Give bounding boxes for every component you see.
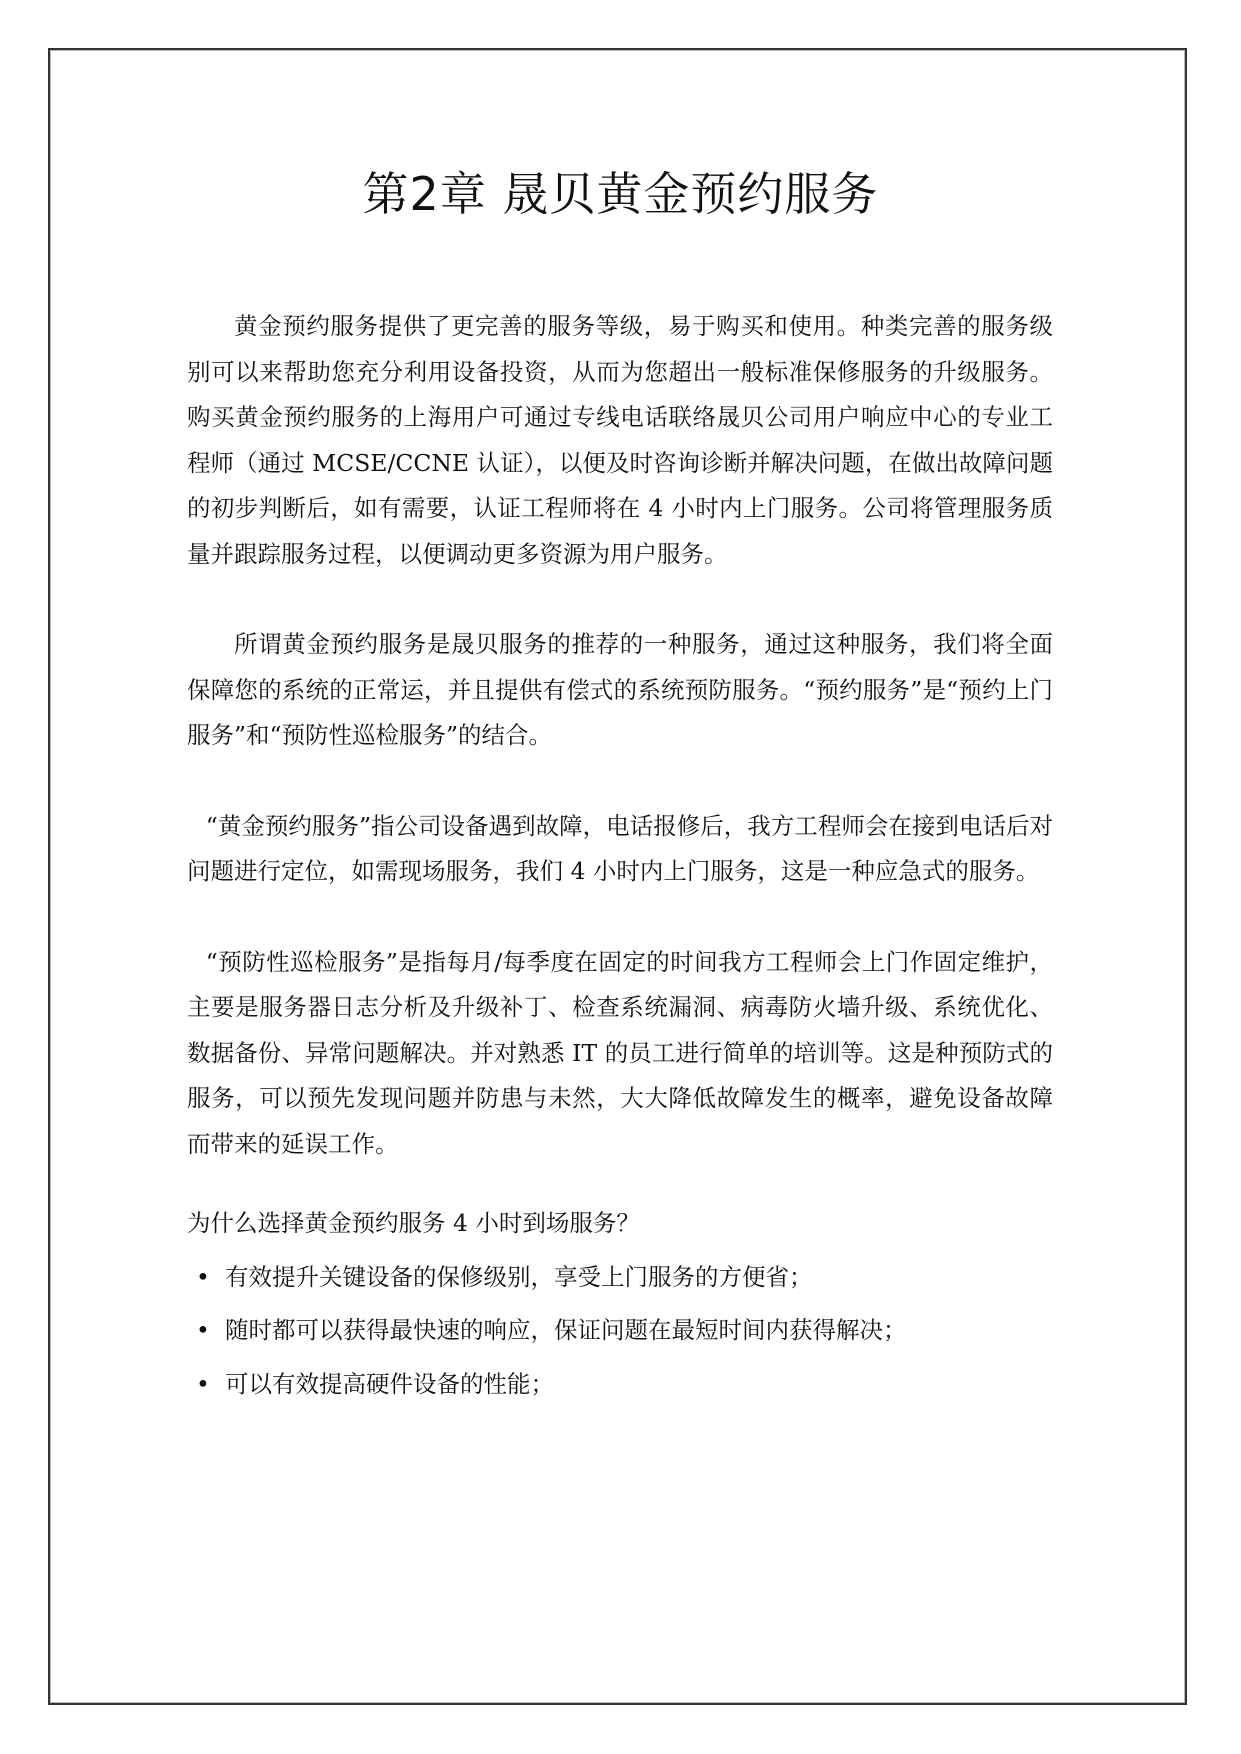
benefit-list — [187, 1255, 1053, 1408]
list-item — [187, 1362, 1053, 1408]
paragraph-preventive-service: “预防性巡检服务”是指每月/每季度在固定的时间我方工程师会上门作固定维护，主要是服务器日志分析及升级补丁、检查系统漏洞、病毒防火墙升级、系统优化、数据备份、异常问题解决。并对熟悉 IT 的员工进行简单的培训等。这是种预防式的服务，可以预先发现问题并防患与未然，大大降低故障发生的概率，避免设备故障而带来的延误工作。 — [187, 947, 1053, 1158]
document-body — [187, 304, 1053, 1415]
chapter-title: 第2章 晟贝黄金预约服务 — [362, 167, 879, 221]
paragraph-definition: 所谓黄金预约服务是晟贝服务的推荐的一种服务，通过这种服务，我们将全面保障您的系统的正常运，并且提供有偿式的系统预防服务。“预约服务”是“预约上门服务”和“预防性巡检服务”的结合。 — [187, 630, 1053, 749]
paragraph-intro: 黄金预约服务提供了更完善的服务等级，易于购买和使用。种类完善的服务级别可以来帮助您充分利用设备投资，从而为您超出一般标准保修服务的升级服务。购买黄金预约服务的上海用户可通过专线电话联络晟贝公司用户响应中心的专业工程师（通过 MCSE/CCNE 认证），以便及时咨询诊断并解决问题，在做出故障问题的初步判断后，如有需要，认证工程师将在 4 小时内上门服务。公司将管理服务质量并跟踪服务过程，以便调动更多资源为用户服务。 — [187, 312, 1053, 568]
question-heading: 为什么选择黄金预约服务 4 小时到场服务？ — [187, 1209, 640, 1237]
bullet-icon: • — [196, 1316, 210, 1344]
paragraph-golden-service: “黄金预约服务”指公司设备遇到故障，电话报修后，我方工程师会在接到电话后对问题进行定位，如需现场服务，我们 4 小时内上门服务，这是一种应急式的服务。 — [187, 811, 1053, 885]
list-item — [187, 1308, 1053, 1354]
list-item-text: 有效提升关键设备的保修级别，享受上门服务的方便省； — [225, 1262, 813, 1291]
list-item — [187, 1255, 1053, 1301]
list-item-text: 随时都可以获得最快速的响应，保证问题在最短时间内获得解决； — [225, 1316, 907, 1344]
bullet-icon: • — [196, 1262, 210, 1291]
bullet-icon: • — [196, 1369, 210, 1398]
list-item-text: 可以有效提高硬件设备的性能； — [225, 1369, 554, 1398]
